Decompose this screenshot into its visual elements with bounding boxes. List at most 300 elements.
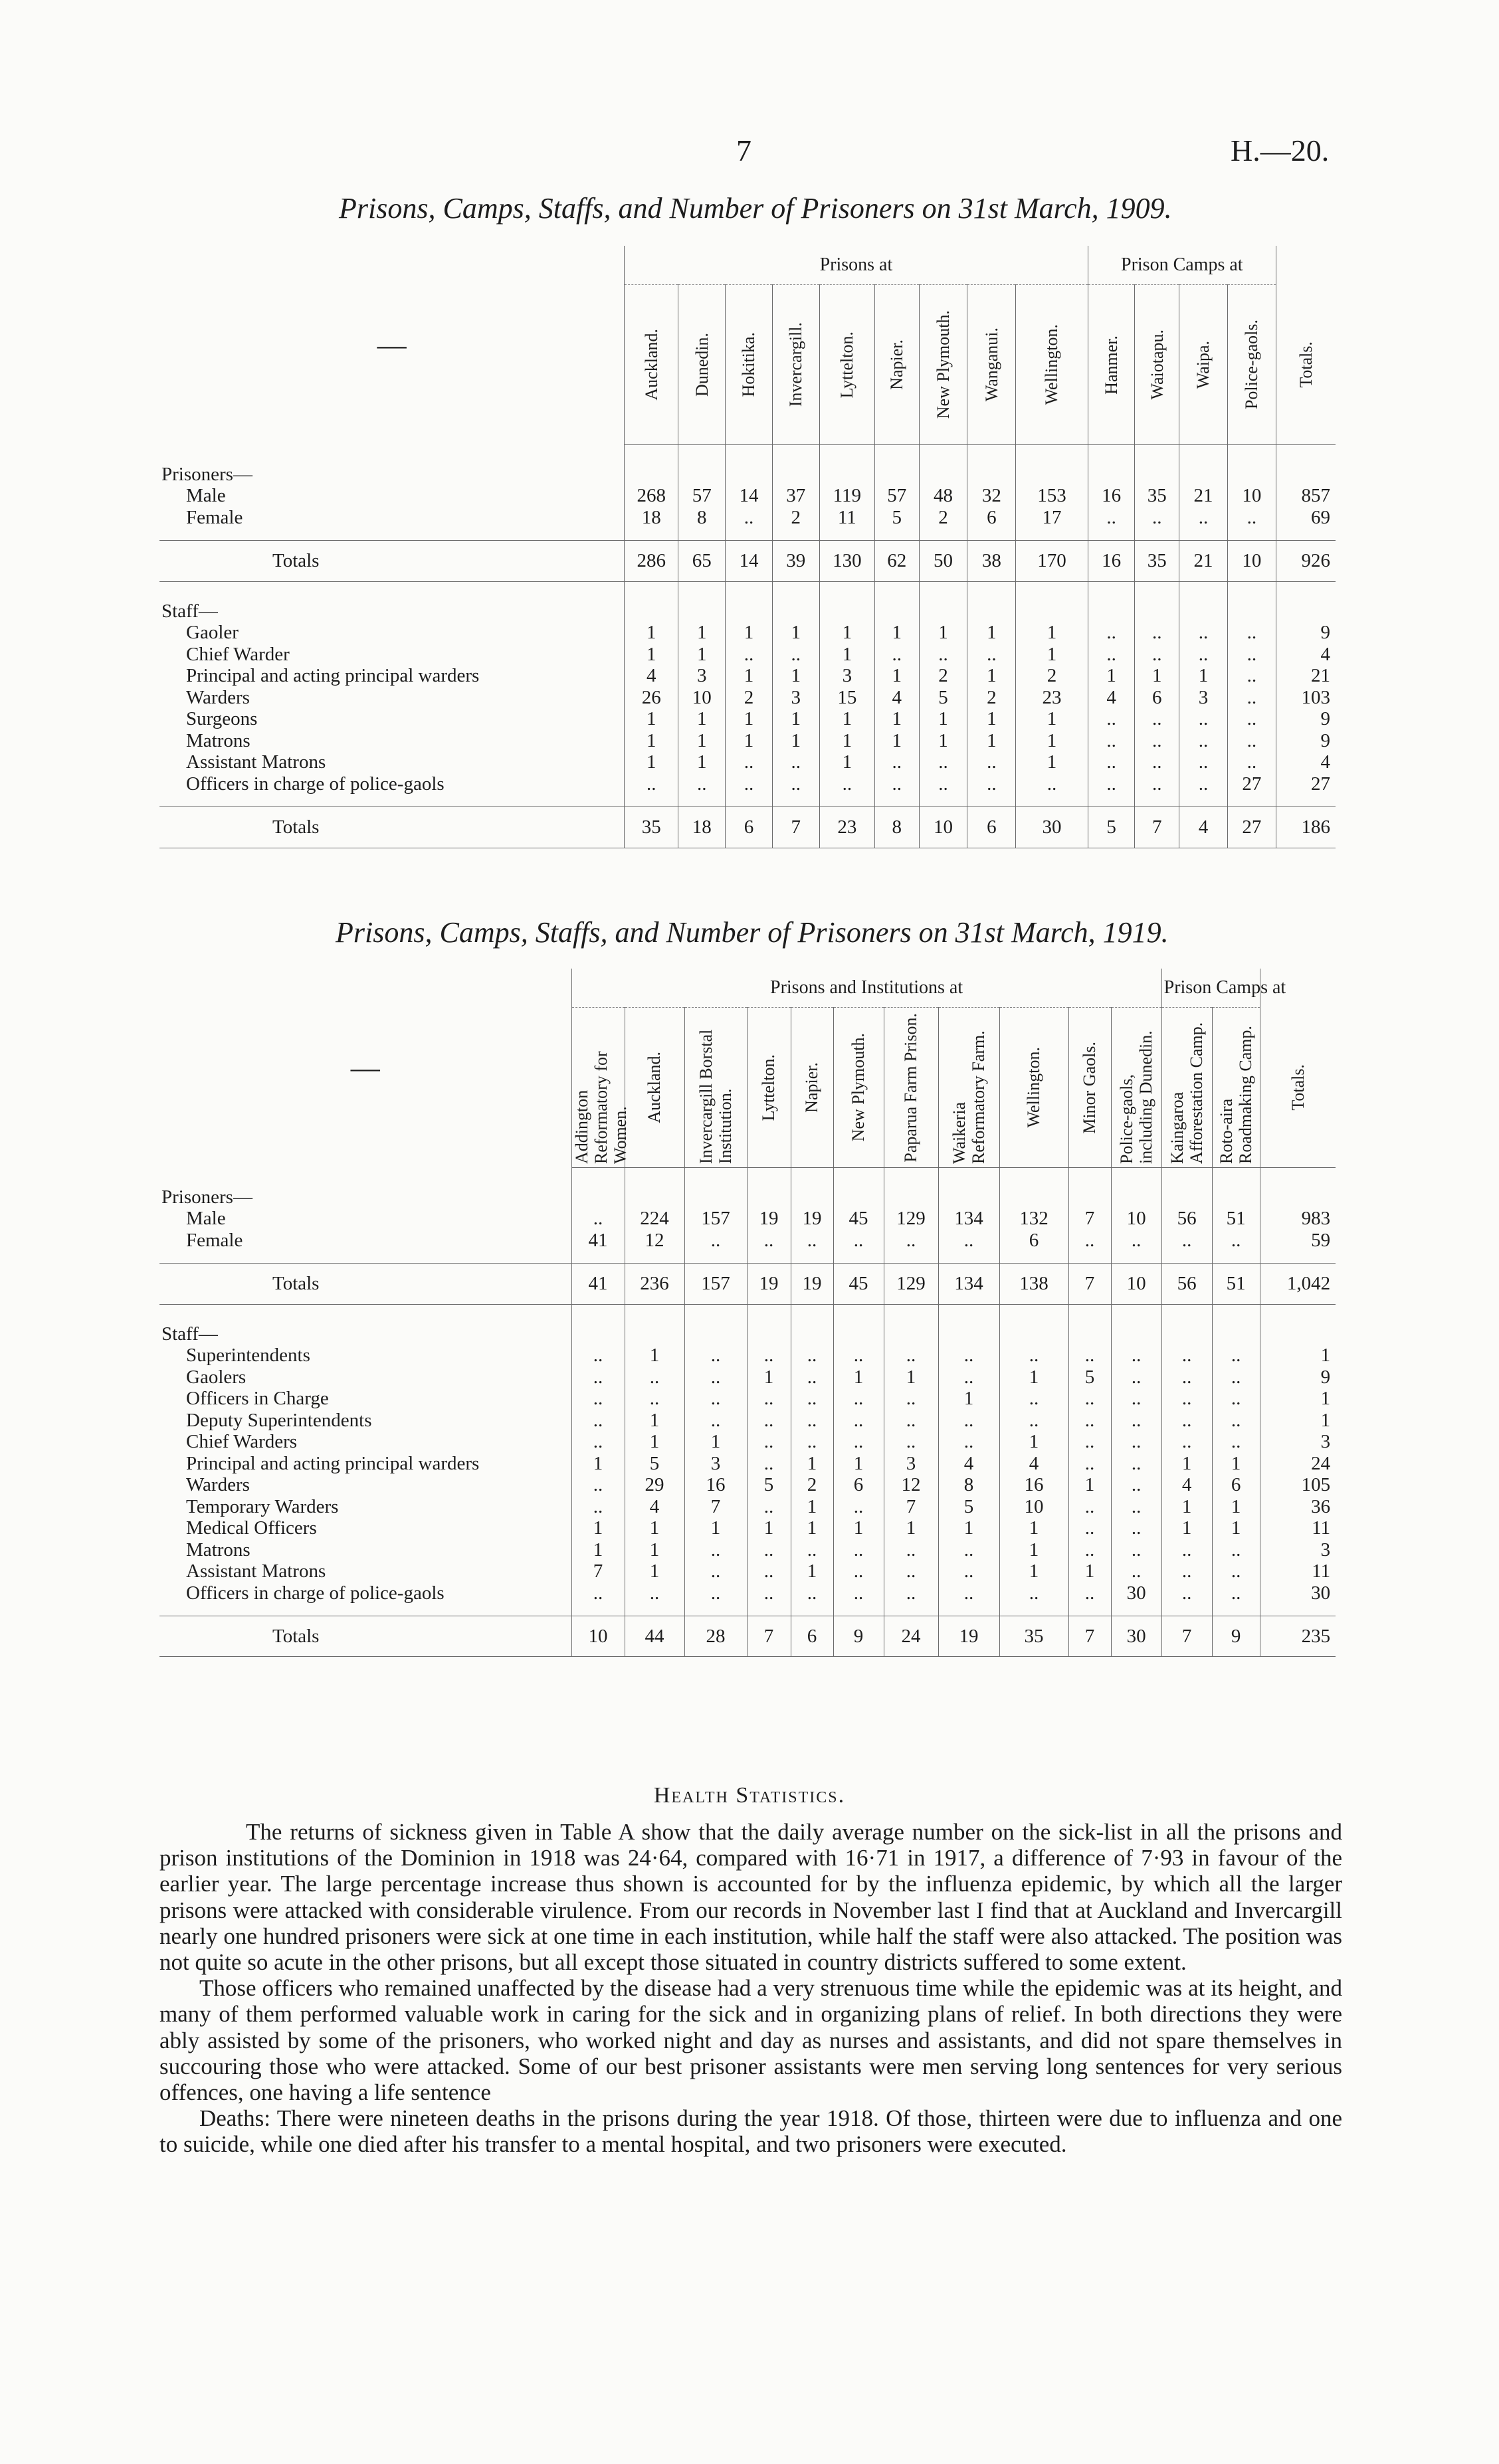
table-cell: .. [791,1582,833,1604]
table-row [159,1561,1336,1582]
column-header: Totals. [1288,1064,1308,1111]
table-cell: 18 [678,807,726,848]
table-cell: 16 [999,1474,1068,1495]
table-cell: .. [884,1410,938,1431]
table-cell: 4 [1088,687,1135,708]
column-header: Wellington. [1024,1047,1044,1128]
table-cell: 2 [1016,665,1088,686]
table-cell: 7 [1161,1616,1212,1656]
table-cell: 1 [791,1496,833,1517]
table-cell: 5 [874,507,919,528]
table-cell: 1 [1212,1517,1260,1539]
table-cell: .. [1212,1345,1260,1366]
table-cell: 1 [999,1561,1068,1582]
table-cell: 1 [884,1367,938,1388]
table-cell: 10 [919,807,967,848]
table-cell: .. [1088,644,1135,665]
table-cell: 7 [684,1496,747,1517]
table-cell: 1 [684,1517,747,1539]
table-cell: 7 [1068,1208,1111,1229]
table-cell: 1 [791,1453,833,1474]
row-label: Totals [159,807,625,848]
table-cell: .. [967,751,1016,773]
table-cell: .. [1088,507,1135,528]
table-cell: .. [772,751,819,773]
table-cell: 3 [1179,687,1228,708]
table-row [159,1367,1336,1388]
table-cell: 1 [1179,665,1228,686]
table-cell: .. [1179,644,1228,665]
column-header: Lyttelton. [837,331,857,399]
column-header: Hanmer. [1102,335,1122,395]
table-cell: 56 [1161,1208,1212,1229]
table-cell: 1 [833,1517,884,1539]
column-header: Wellington. [1042,324,1062,405]
row-label: Temporary Warders [186,1495,339,1517]
table-cell: 29 [625,1474,684,1495]
table-cell: 57 [874,485,919,506]
row-total-cell: 235 [1260,1616,1336,1656]
table-cell: 10 [999,1496,1068,1517]
table-cell: 5 [938,1496,999,1517]
row-label: Male [186,1208,226,1230]
table-cell: 14 [726,485,773,506]
table-cell: 8 [678,507,726,528]
table-cell: 1 [625,1539,684,1561]
column-header: Invercargill. [786,322,806,407]
table-cell: 1 [874,730,919,751]
table-cell: 153 [1016,485,1088,506]
table-cell: 5 [747,1474,791,1495]
table-cell: .. [1016,773,1088,795]
table-row [159,687,1336,708]
table-1919-caption: Prisons, Camps, Staffs, and Number of Prisoners on 31st March, 1919. [336,916,1169,949]
table-cell: .. [938,1582,999,1604]
section-label: Staff— [161,1323,218,1345]
table-cell: 1 [874,708,919,729]
table-cell: .. [1179,773,1228,795]
column-header: New Plymouth. [933,310,953,419]
table-cell: .. [747,1539,791,1561]
table-cell: .. [938,1561,999,1582]
table-cell: 1 [1161,1517,1212,1539]
table-cell: .. [1135,622,1179,643]
table-cell: 1 [726,622,773,643]
table-cell: 45 [833,1264,884,1304]
row-total-cell: 105 [1260,1474,1336,1495]
table-cell: 1 [1212,1496,1260,1517]
table-cell: 129 [884,1264,938,1304]
table-cell: 50 [919,541,967,581]
table-row [159,1539,1336,1561]
table-cell: 19 [747,1264,791,1304]
table-cell: 119 [819,485,874,506]
table-cell: .. [1068,1539,1111,1561]
table-cell: .. [1179,622,1228,643]
table-cell: 8 [874,807,919,848]
table-cell: .. [684,1367,747,1388]
table-cell: .. [938,1367,999,1388]
table-cell: .. [833,1561,884,1582]
table-cell: 10 [1227,541,1276,581]
table-cell: .. [571,1582,625,1604]
table-cell: 1 [819,622,874,643]
table-cell: 45 [833,1208,884,1229]
table-cell: 6 [999,1230,1068,1251]
table-cell: 1 [571,1517,625,1539]
table-cell: 1 [833,1367,884,1388]
column-header: Dunedin. [692,332,712,397]
table-cell: .. [684,1410,747,1431]
table-cell: 1 [625,1517,684,1539]
table-cell: .. [884,1539,938,1561]
table-cell: .. [1212,1561,1260,1582]
table-cell: 27 [1227,807,1276,848]
section-label: Prisoners— [161,464,252,485]
table-cell: .. [1068,1582,1111,1604]
section-label: Prisoners— [161,1186,252,1208]
row-label: Deputy Superintendents [186,1409,372,1431]
table-cell: 6 [726,807,773,848]
table-cell: 16 [1088,485,1135,506]
table-cell: 134 [938,1208,999,1229]
row-label: Warders [186,686,250,708]
table-cell: .. [571,1367,625,1388]
table-cell: 1 [884,1517,938,1539]
table-cell: 38 [967,541,1016,581]
table-cell: 41 [571,1230,625,1251]
table-cell: 1 [684,1431,747,1452]
table-cell: .. [874,773,919,795]
column-header: Auckland. [645,1052,664,1123]
table-cell: 5 [1088,807,1135,848]
table-cell: 1 [571,1453,625,1474]
table-cell: .. [884,1388,938,1409]
table-cell: .. [1088,622,1135,643]
table-cell: 224 [625,1208,684,1229]
table-cell: .. [884,1431,938,1452]
table-cell: 5 [1068,1367,1111,1388]
table-cell: .. [1068,1345,1111,1366]
row-total-cell: 9 [1276,622,1336,643]
table-cell: 1 [819,751,874,773]
row-label: Assistant Matrons [186,1561,326,1582]
table-cell: .. [1227,751,1276,773]
paragraph: The returns of sickness given in Table A show that the daily average number on the sick-list in all the prisons and prison institutions of the Dominion in 1918 was 24·64, compared with 16·71 in 1917, a difference of 7·93 in favour of the earlier year. The large percentage increase thus shown is accounted for by the influenza epidemic, by which all the larger prisons were attacked with considerable virulence. From our records in November last I find that at Auckland and Invercargill nearly one hundred prisoners were sick at one time in each institution, while half the staff were also attacked. The position was not quite so acute in the other prisons, but all except those situated in country districts suffered to some extent. [159,1819,1342,1975]
row-total-cell: 1 [1260,1345,1336,1366]
table-cell: .. [1212,1539,1260,1561]
table-cell: .. [747,1388,791,1409]
table-cell: 9 [833,1616,884,1656]
row-total-cell: 3 [1260,1431,1336,1452]
row-label: Gaolers [186,1366,247,1388]
row-label: Female [186,1229,243,1251]
table-cell: 1 [819,644,874,665]
table-cell: .. [1212,1367,1260,1388]
row-total-cell: 4 [1276,751,1336,773]
group-header-camps: Prison Camps at [1161,969,1260,1008]
table-cell: 1 [772,622,819,643]
table-cell: 1 [1088,665,1135,686]
table-cell: 3 [819,665,874,686]
table-cell: 23 [819,807,874,848]
column-header: Hokitika. [739,332,759,397]
table-cell: .. [938,1539,999,1561]
table-row [159,665,1336,686]
table-cell: .. [1179,751,1228,773]
table-cell: 130 [819,541,874,581]
table-cell: .. [747,1345,791,1366]
table-cell: 1 [747,1517,791,1539]
table-cell: .. [571,1208,625,1229]
table-cell: 1 [999,1367,1068,1388]
table-row [159,1453,1336,1474]
table-cell: .. [571,1410,625,1431]
table-cell: 6 [833,1474,884,1495]
table-cell: 1 [1016,730,1088,751]
table-cell: .. [1068,1517,1111,1539]
page-number: 7 [736,134,751,167]
table-cell: .. [938,1230,999,1251]
table-cell: .. [1135,507,1179,528]
table-cell: .. [1212,1582,1260,1604]
table-1919 [159,969,1336,1657]
table-cell: .. [1161,1582,1212,1604]
table-cell: 51 [1212,1208,1260,1229]
row-label: Totals [159,541,625,581]
table-cell: 2 [919,507,967,528]
table-cell: 11 [819,507,874,528]
table-cell: 1 [625,751,678,773]
table-cell: 4 [625,665,678,686]
table-cell: 1 [625,644,678,665]
table-row [159,644,1336,665]
table-cell: 1 [874,622,919,643]
table-cell: 2 [919,665,967,686]
table-cell: .. [625,1582,684,1604]
table-cell: 1 [999,1431,1068,1452]
table-cell: .. [726,751,773,773]
table-cell: 1 [938,1517,999,1539]
table-cell: .. [999,1410,1068,1431]
table-cell: 7 [884,1496,938,1517]
table-cell: .. [833,1410,884,1431]
table-row [159,622,1336,643]
table-cell: 35 [625,807,678,848]
row-label: Principal and acting principal warders [186,665,480,687]
table-cell: .. [747,1431,791,1452]
table-cell: .. [938,1410,999,1431]
table-row [159,773,1336,795]
table-cell: .. [884,1561,938,1582]
row-label: Chief Warder [186,643,290,665]
table-cell: .. [1111,1561,1161,1582]
table-cell: .. [884,1582,938,1604]
table-cell: 1 [967,665,1016,686]
table-cell: .. [684,1561,747,1582]
totals-row [159,1264,1336,1304]
table-cell: 1 [772,730,819,751]
table-cell: 30 [1016,807,1088,848]
table-cell: 1 [833,1453,884,1474]
table-cell: 48 [919,485,967,506]
table-cell: .. [1227,507,1276,528]
table-cell: .. [1212,1230,1260,1251]
table-cell: .. [1135,773,1179,795]
group-header-camps: Prison Camps at [1088,246,1276,285]
table-cell: 1 [678,708,726,729]
table-cell: .. [833,1431,884,1452]
table-cell: 32 [967,485,1016,506]
table-cell: .. [1135,730,1179,751]
table-cell: .. [874,644,919,665]
document-reference: H.—20. [1231,134,1330,167]
table-cell: 6 [1212,1474,1260,1495]
table-cell: .. [1161,1410,1212,1431]
table-cell: 56 [1161,1264,1212,1304]
table-cell: 35 [1135,541,1179,581]
table-cell: 1 [938,1388,999,1409]
table-row [159,1474,1336,1495]
table-cell: .. [1212,1431,1260,1452]
table-cell: .. [1068,1496,1111,1517]
section-heading-health-statistics: Health Statistics. [653,1783,846,1808]
table-row [159,1582,1336,1604]
row-total-cell: 983 [1260,1208,1336,1229]
table-cell: 28 [684,1616,747,1656]
table-cell: .. [791,1539,833,1561]
table-cell: 19 [791,1264,833,1304]
table-cell: 16 [684,1474,747,1495]
row-total-cell: 27 [1276,773,1336,795]
table-cell: 1 [1016,644,1088,665]
row-total-cell: 9 [1260,1367,1336,1388]
table-cell: 21 [1179,541,1228,581]
row-label: Totals [159,1616,571,1656]
table-cell: 1 [1068,1561,1111,1582]
table-cell: 62 [874,541,919,581]
table-cell: .. [571,1431,625,1452]
table-row [159,1230,1336,1251]
row-total-cell: 1 [1260,1388,1336,1409]
table-cell: .. [1111,1453,1161,1474]
table-cell: 132 [999,1208,1068,1229]
table-cell: 1 [571,1539,625,1561]
table-cell: 1 [819,730,874,751]
row-total-cell: 9 [1276,730,1336,751]
table-cell: .. [1161,1539,1212,1561]
table-cell: .. [874,751,919,773]
table-cell: 1 [791,1517,833,1539]
table-cell: .. [1068,1410,1111,1431]
table-cell: 5 [919,687,967,708]
table-cell: .. [625,1367,684,1388]
table-cell: .. [726,507,773,528]
table-cell: .. [684,1582,747,1604]
table-cell: 51 [1212,1264,1260,1304]
table-cell: 1 [1161,1453,1212,1474]
column-header: Police-gaols, including Dunedin. [1116,1030,1156,1164]
row-label: Gaoler [186,622,239,644]
table-cell: .. [791,1431,833,1452]
table-cell: 6 [967,507,1016,528]
table-cell: 1 [1016,622,1088,643]
table-cell: .. [884,1230,938,1251]
table-cell: 1 [874,665,919,686]
table-cell: .. [571,1496,625,1517]
table-cell: 27 [1227,773,1276,795]
table-cell: 268 [625,485,678,506]
table-cell: 1 [967,730,1016,751]
table-cell: .. [684,1345,747,1366]
table-cell: 30 [1111,1616,1161,1656]
table-cell: .. [1111,1496,1161,1517]
row-label: Officers in charge of police-gaols [186,773,445,795]
table-cell: 1 [625,1345,684,1366]
table-cell: 1 [625,708,678,729]
table-cell: .. [772,773,819,795]
row-label: Warders [186,1474,250,1496]
table-cell: 35 [1135,485,1179,506]
table-cell: 2 [791,1474,833,1495]
table-cell: 1 [919,622,967,643]
table-cell: .. [1068,1388,1111,1409]
column-header: Waipa. [1193,340,1213,389]
table-cell: 1 [1212,1453,1260,1474]
table-row [159,1410,1336,1431]
row-label: Matrons [186,729,250,751]
section-row [159,457,1336,485]
table-cell: 129 [884,1208,938,1229]
row-total-cell: 30 [1260,1582,1336,1604]
table-cell: 18 [625,507,678,528]
table-cell: .. [833,1230,884,1251]
column-header: Roto-aira Roadmaking Camp. [1217,1026,1256,1164]
row-total-cell: 186 [1276,807,1336,848]
table-cell: 1 [625,1410,684,1431]
table-cell: 9 [1212,1616,1260,1656]
table-cell: .. [1227,708,1276,729]
table-cell: .. [1161,1561,1212,1582]
table-cell: .. [1111,1345,1161,1366]
table-row [159,751,1336,773]
table-cell: .. [1179,507,1228,528]
table-cell: 19 [747,1208,791,1229]
table-cell: .. [726,644,773,665]
table-cell: 4 [874,687,919,708]
table-cell: 65 [678,541,726,581]
table-cell: .. [919,644,967,665]
column-header: Wanganui. [981,328,1001,402]
table-cell: .. [938,1431,999,1452]
table-cell: .. [747,1582,791,1604]
table-cell: 6 [791,1616,833,1656]
table-cell: .. [938,1345,999,1366]
row-label: Medical Officers [186,1517,317,1539]
table-cell: .. [1088,730,1135,751]
table-cell: 157 [684,1264,747,1304]
table-cell: .. [1227,730,1276,751]
table-cell: 10 [571,1616,625,1656]
row-total-cell: 1,042 [1260,1264,1336,1304]
table-cell: 1 [678,730,726,751]
table-cell: 1 [791,1561,833,1582]
table-cell: 1 [678,644,726,665]
table-cell: .. [684,1388,747,1409]
table-cell: 1 [726,730,773,751]
table-cell: .. [726,773,773,795]
table-cell: .. [791,1410,833,1431]
